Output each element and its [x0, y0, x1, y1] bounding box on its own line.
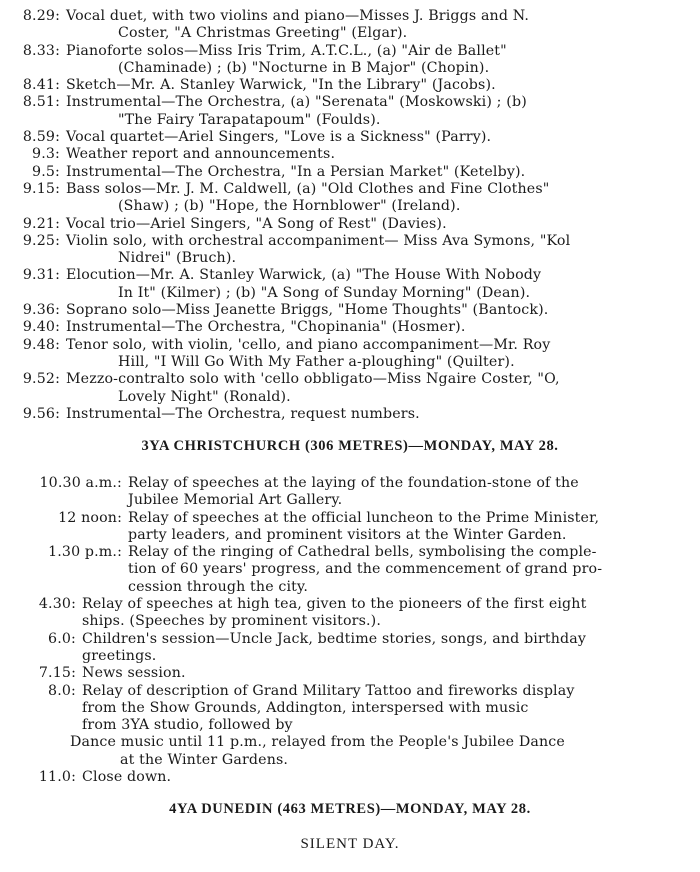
entry-text: Relay of the ringing of Cathedral bells, symbolising the comple-	[128, 544, 597, 561]
programme-entry	[14, 319, 690, 336]
entry-text: News session.	[82, 665, 186, 682]
entry-time: 10.30 a.m.:	[39, 475, 122, 491]
programme-entry	[14, 337, 690, 372]
entry-time: 9.5:	[32, 163, 60, 180]
programme-entry	[18, 596, 690, 631]
entry-text: Vocal quartet—Ariel Singers, "Love is a Sickness" (Parry).	[66, 129, 492, 146]
entry-text: Instrumental—The Orchestra, "Chopinania" (Hosmer).	[66, 319, 466, 336]
entry-time: 4.30:	[38, 596, 76, 613]
entry-text: Bass solos—Mr. J. M. Caldwell, (a) "Old Clothes and Fine Clothes"	[66, 180, 550, 197]
entry-text: Instrumental—The Orchestra, (a) "Serenata" (Moskowski) ; (b)	[66, 94, 527, 111]
entry-text: cession through the city.	[128, 578, 308, 595]
entry-time: 9.31:	[22, 267, 60, 284]
entry-text: Violin solo, with orchestral accompaniment— Miss Ava Symons, "Kol	[66, 232, 571, 249]
entry-time: 8.33:	[22, 42, 60, 59]
entry-text: at the Winter Gardens.	[120, 751, 289, 768]
programme-entry	[14, 233, 690, 268]
entry-time: 8.51:	[22, 94, 60, 111]
entry-time: 9.48:	[22, 336, 60, 353]
entry-text: "The Fairy Tarapatapoum" (Foulds).	[118, 111, 381, 128]
programme-entry	[14, 216, 690, 233]
programme-entry	[18, 769, 690, 786]
entry-time: 9.36:	[22, 302, 60, 319]
entry-text: Sketch—Mr. A. Stanley Warwick, "In the Library" (Jacobs).	[66, 77, 496, 94]
programme-entry	[18, 683, 690, 735]
entry-text: ships. (Speeches by prominent visitors.).	[82, 613, 382, 630]
programme-entry	[14, 77, 690, 94]
programme-entry	[14, 146, 690, 163]
entry-text: Hill, "I Will Go With My Father a-ploughing" (Quilter).	[118, 353, 515, 370]
entry-text: greetings.	[82, 647, 157, 664]
entry-text: Lovely Night" (Ronald).	[118, 388, 291, 405]
entry-text: Soprano solo—Miss Jeanette Briggs, "Home Thoughts" (Bantock).	[66, 302, 549, 319]
entry-text: Weather report and announcements.	[66, 146, 336, 163]
programme-entry	[14, 94, 690, 129]
entry-time: 8.41:	[22, 77, 60, 94]
entry-time: 7.15:	[38, 665, 76, 682]
entry-text: Relay of speeches at the official luncheon to the Prime Minister,	[128, 509, 600, 526]
programme-entry	[18, 475, 690, 510]
entry-text: from the Show Grounds, Addington, interspersed with music	[82, 699, 529, 716]
entry-time: 11.0:	[38, 769, 76, 786]
entry-text: Pianoforte solos—Miss Iris Trim, A.T.C.L., (a) "Air de Ballet"	[66, 42, 507, 59]
entry-time: 8.59:	[22, 129, 60, 146]
programme-entry	[18, 544, 690, 596]
entry-text: In It" (Kilmer) ; (b) "A Song of Sunday Morning" (Dean).	[118, 284, 531, 301]
entry-text: Jubilee Memorial Art Gallery.	[128, 492, 343, 509]
programme-entry	[14, 181, 690, 216]
programme-entry	[14, 164, 690, 181]
entry-text: Relay of description of Grand Military Tattoo and fireworks display	[82, 682, 575, 699]
entry-time: 12 noon:	[58, 509, 122, 526]
programme-entry	[18, 734, 690, 769]
programme-entry	[14, 302, 690, 319]
entry-time: 1.30 p.m.:	[48, 544, 122, 561]
programme-entry	[14, 129, 690, 146]
entry-text: party leaders, and prominent visitors at the Winter Garden.	[128, 526, 567, 543]
entry-time: 9.52:	[22, 371, 60, 388]
entry-text: Mezzo-contralto solo with 'cello obbligato—Miss Ngaire Coster, "O,	[66, 371, 560, 388]
programme-entry	[18, 631, 690, 666]
station-heading-3ya: 3YA CHRISTCHURCH (306 METRES)—MONDAY, MAY 28.	[141, 438, 559, 454]
entry-text: from 3YA studio, followed by	[82, 717, 293, 734]
programme-list-continued	[14, 8, 690, 423]
entry-time: 9.15:	[22, 180, 60, 197]
programme-entry	[14, 406, 690, 423]
silent-day-note: SILENT DAY.	[300, 836, 400, 852]
programme-entry	[18, 665, 690, 682]
entry-time: 9.40:	[22, 319, 60, 336]
entry-text: (Shaw) ; (b) "Hope, the Hornblower" (Ireland).	[118, 198, 461, 215]
entry-text: Elocution—Mr. A. Stanley Warwick, (a) "The House With Nobody	[66, 267, 542, 284]
entry-time: 9.56:	[22, 405, 60, 422]
programme-list-3ya	[18, 475, 690, 786]
entry-text: Instrumental—The Orchestra, request numbers.	[66, 405, 420, 422]
programme-entry	[18, 510, 690, 545]
entry-text: Close down.	[82, 769, 172, 786]
station-heading-4ya: 4YA DUNEDIN (463 METRES)—MONDAY, MAY 28.	[169, 801, 531, 817]
entry-text: Dance music until 11 p.m., relayed from the People's Jubilee Dance	[70, 734, 565, 751]
entry-text: (Chaminade) ; (b) "Nocturne in B Major" (Chopin).	[118, 59, 490, 76]
programme-entry	[14, 43, 690, 78]
entry-time: 9.3:	[32, 146, 60, 163]
entry-text: Relay of speeches at high tea, given to the pioneers of the first eight	[82, 596, 587, 613]
entry-time: 8.29:	[22, 8, 60, 24]
entry-text: Instrumental—The Orchestra, "In a Persian Market" (Ketelby).	[66, 163, 526, 180]
entry-time: 9.25:	[22, 232, 60, 249]
programme-entry	[14, 371, 690, 406]
entry-text: Vocal trio—Ariel Singers, "A Song of Rest" (Davies).	[66, 215, 447, 232]
entry-text: Vocal duet, with two violins and piano—Misses J. Briggs and N.	[66, 8, 530, 24]
programme-entry	[14, 267, 690, 302]
entry-text: Children's session—Uncle Jack, bedtime stories, songs, and birthday	[82, 630, 587, 647]
entry-text: Nidrei" (Bruch).	[118, 250, 237, 267]
entry-text: Relay of speeches at the laying of the foundation-stone of the	[128, 475, 579, 491]
programme-entry	[14, 8, 690, 43]
entry-text: tion of 60 years' progress, and the commencement of grand pro-	[128, 561, 603, 578]
entry-time: 6.0:	[48, 630, 76, 647]
entry-text: Coster, "A Christmas Greeting" (Elgar).	[118, 25, 408, 42]
entry-text: Tenor solo, with violin, 'cello, and piano accompaniment—Mr. Roy	[66, 336, 551, 353]
entry-time: 8.0:	[48, 682, 76, 699]
entry-time: 9.21:	[22, 215, 60, 232]
